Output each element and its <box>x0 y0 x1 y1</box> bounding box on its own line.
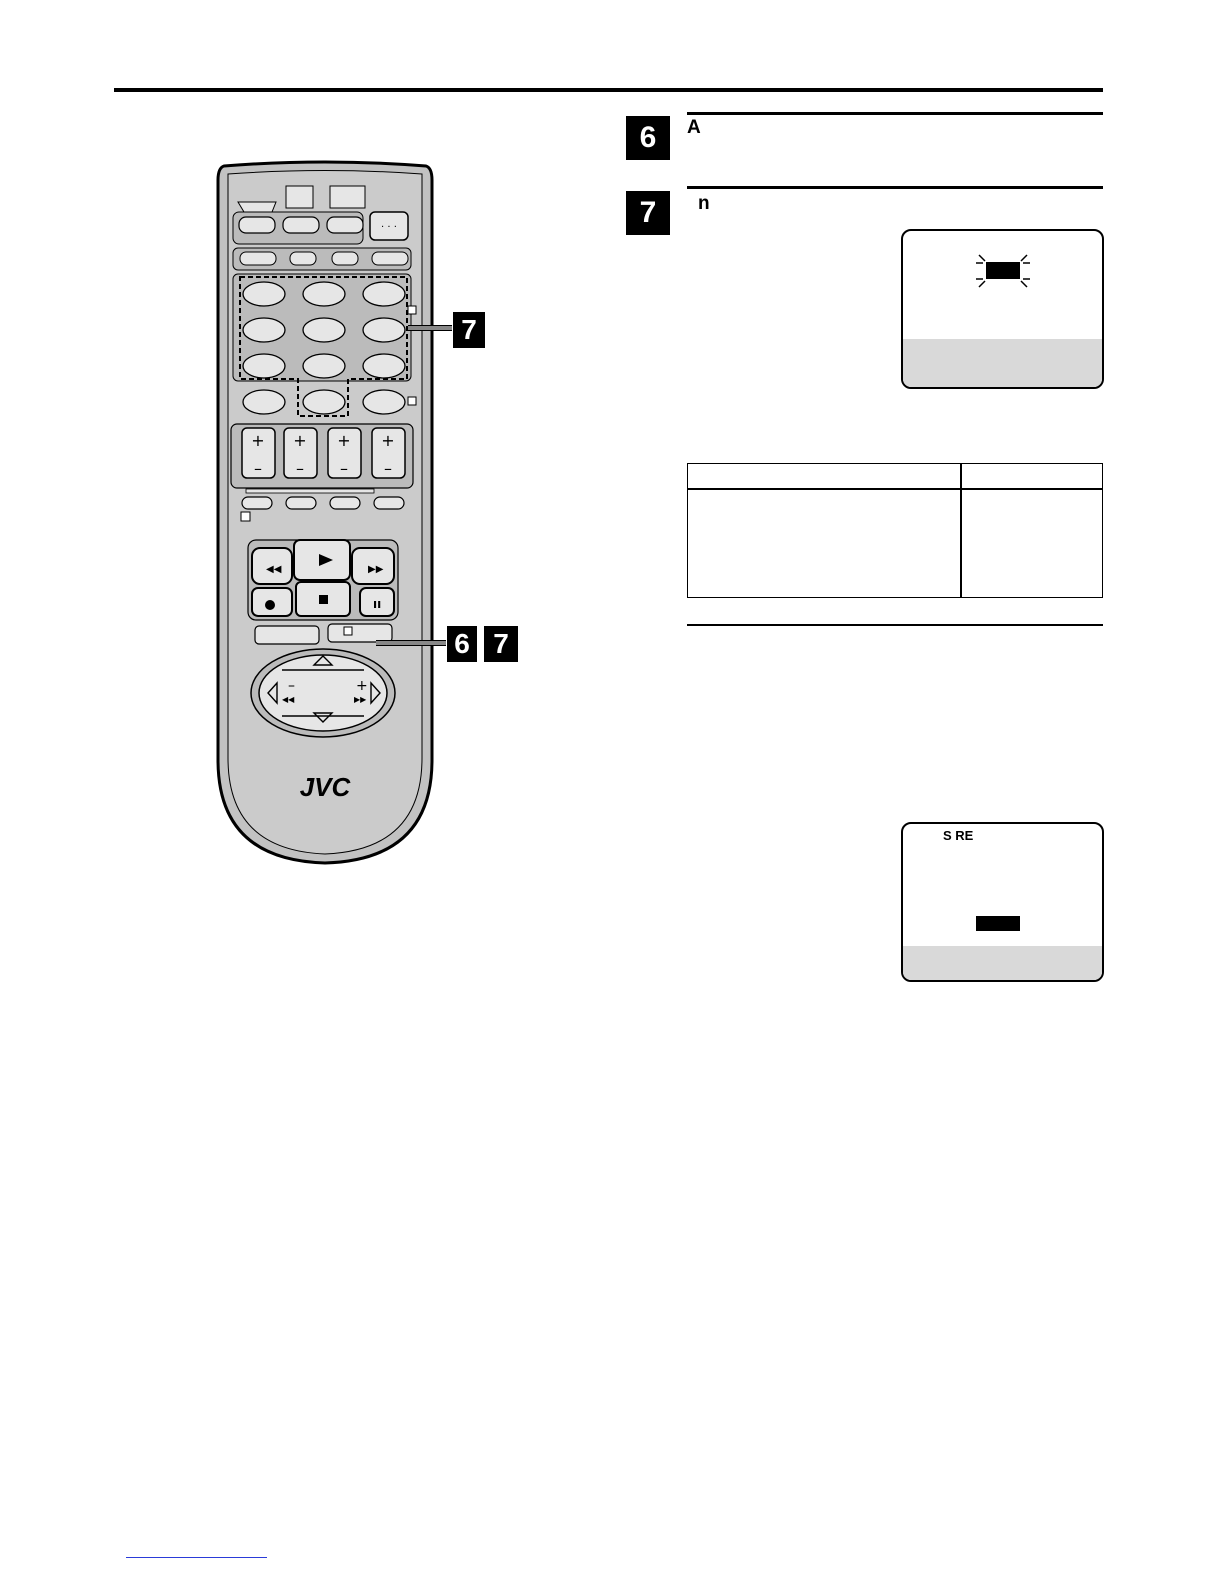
osd-screen-bottom <box>901 822 1104 982</box>
osd-grey-band <box>903 339 1102 387</box>
callout-line-lower <box>376 640 446 646</box>
osd-screen-top <box>901 229 1104 389</box>
osd-highlight-block <box>976 916 1020 931</box>
svg-text:–: – <box>296 459 304 478</box>
remote-brand: JVC <box>299 772 351 802</box>
table-column-divider <box>960 464 962 597</box>
blinking-indicator-icon <box>975 251 1031 291</box>
callout-lower-7: 7 <box>484 626 518 662</box>
table-header-divider <box>688 488 1102 490</box>
svg-text:+: + <box>251 431 265 450</box>
info-table <box>687 463 1103 598</box>
svg-text:▶▶: ▶▶ <box>354 695 367 704</box>
page-top-rule <box>114 88 1103 92</box>
step-7-badge: 7 <box>626 191 670 235</box>
menu-dots: · · · <box>381 222 397 233</box>
callout-keypad-7: 7 <box>453 312 485 348</box>
step-7-heading: n <box>698 193 710 214</box>
svg-text:–: – <box>384 459 392 478</box>
remote-control-illustration <box>210 160 440 870</box>
svg-text:▶▶: ▶▶ <box>368 564 384 575</box>
svg-text:–: – <box>288 678 295 694</box>
svg-text:–: – <box>340 459 348 478</box>
svg-text:◀◀: ◀◀ <box>282 695 295 704</box>
osd-label: S RE <box>943 828 974 843</box>
step-6-heading: A <box>687 117 701 138</box>
svg-text:+: + <box>381 431 395 450</box>
svg-text:+: + <box>356 678 368 694</box>
step-6-rule <box>687 112 1103 115</box>
bottom-link-underline[interactable] <box>126 1557 267 1558</box>
svg-text:ıı: ıı <box>373 597 382 611</box>
svg-text:+: + <box>337 431 351 450</box>
step-6-badge: 6 <box>626 116 670 160</box>
step-7-rule <box>687 186 1103 189</box>
callout-line-keypad <box>408 325 452 331</box>
osd-grey-band <box>903 946 1102 980</box>
section-rule <box>687 624 1103 626</box>
callout-lower-6: 6 <box>447 626 477 662</box>
svg-text:+: + <box>293 431 307 450</box>
svg-text:–: – <box>254 459 262 478</box>
svg-text:◀◀: ◀◀ <box>266 564 282 575</box>
